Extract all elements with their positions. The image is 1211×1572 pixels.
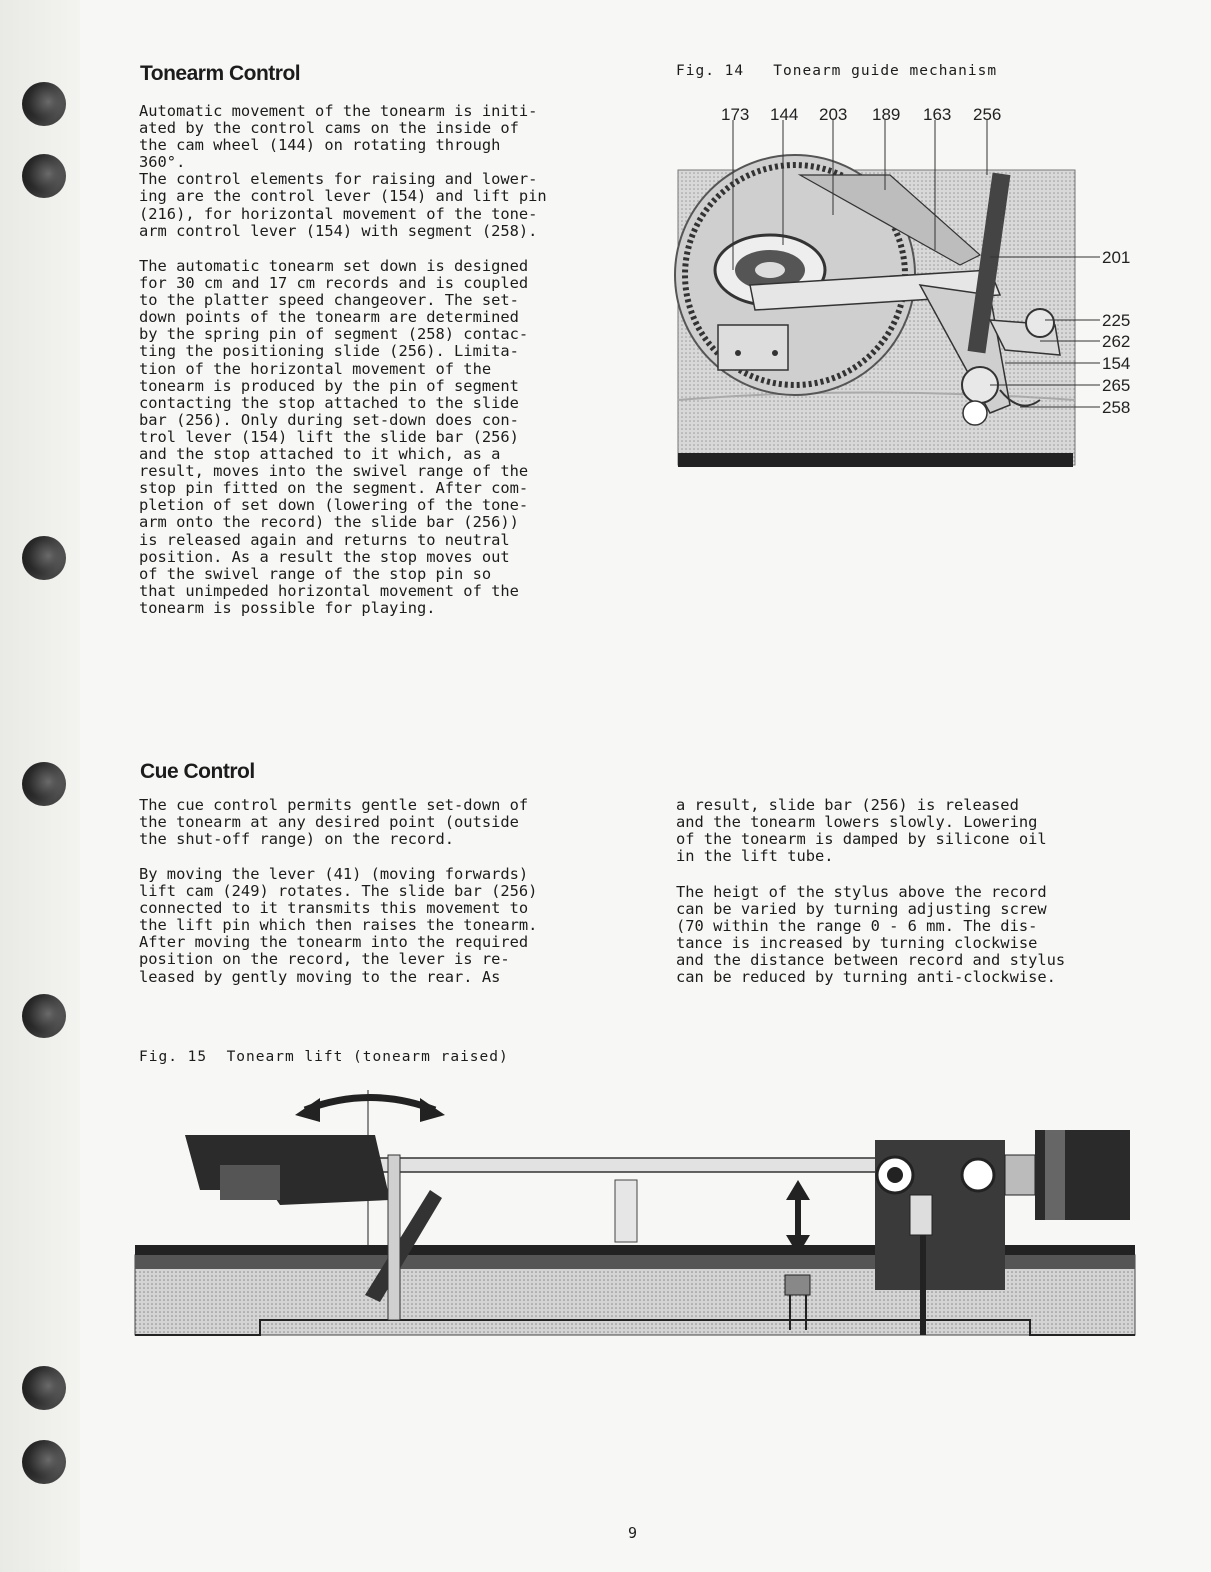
paragraph-set-down: The automatic tonearm set down is designed for 30 cm and 17 cm records and is coupled to the platter speed changeover. The set- down points of the tonearm are determined by the spring pin of segment (258) contac- ting the positioning slide (256). Limita- tion of the horizontal movement of the tonearm is produced by the pin of segment contacting the stop attached to the slide bar (256). Only during set-down does con- trol lever (154) lift the slide bar (256) and the stop attached to it which, as a result, moves into the swivel range of the stop pin fitted on the segment. After com- pletion of set down (lowering of the tone- arm onto the record) the slide bar (256)) is released again and returns to neutral position. As a result the stop moves out of the swivel range of the stop pin so that unimpeded horizontal movement of the tonearm is possible for playing. — [139, 257, 529, 617]
punch-hole — [22, 536, 66, 580]
fig15-tonearm-lift-diagram — [130, 1080, 1140, 1490]
paragraph-cue-intro: The cue control permits gentle set-down of the tonearm at any desired point (outside the shut-off range) on the record. — [139, 796, 529, 849]
fig14-label: 258 — [1102, 398, 1130, 417]
fig14-label: 163 — [923, 105, 952, 124]
fig14-label: 262 — [1102, 332, 1130, 351]
paragraph-automatic-movement: Automatic movement of the tonearm is initi- ated by the control cams on the inside of the cam wheel (144) on rotating through 360°. The control elements for raising and lower- ing are the control lever (154) and lift pin (216), for horizontal movement of the tone- arm control lever (154) with segment (258). — [139, 102, 547, 240]
fig15-caption: Fig. 15 Tonearm lift (tonearm raised) — [139, 1049, 509, 1065]
tonearm-tube — [340, 1158, 900, 1172]
fig14-label: 201 — [1102, 248, 1130, 267]
punch-hole — [22, 762, 66, 806]
fig14-label: 225 — [1102, 311, 1130, 330]
fig14-base-edge — [678, 453, 1073, 467]
fig14-label: 189 — [872, 105, 901, 124]
page-number: 9 — [628, 1524, 638, 1542]
punch-hole — [22, 1366, 66, 1410]
fig14-label: 203 — [819, 105, 848, 124]
heading-tonearm-control: Tonearm Control — [140, 62, 301, 85]
paragraph-cue-lever: By moving the lever (41) (moving forwards) lift cam (249) rotates. The slide bar (256) connected to it transmits this movement to the lift pin which then raises the tonearm. After moving the tonearm into the required position on the record, the lever is re- leased by gently moving to the rear. As — [139, 865, 538, 986]
swing-arrow — [305, 1098, 435, 1111]
headshell — [185, 1135, 390, 1205]
punch-hole — [22, 82, 66, 126]
paragraph-stylus-height: The heigt of the stylus above the record can be varied by turning adjusting screw (70 within the range 0 - 6 mm. The dis- tance is increased by turning clockwise and the distance between record and stylus can be reduced by turning anti-clockwise. — [676, 883, 1066, 987]
fig14-tonearm-guide-diagram — [660, 95, 1130, 475]
punch-hole — [22, 1440, 66, 1484]
punch-hole — [22, 154, 66, 198]
fig14-label: 265 — [1102, 376, 1130, 395]
paragraph-cue-release: a result, slide bar (256) is released and the tonearm lowers slowly. Lowering of the tonearm is damped by silicone oil in the lift tube. — [676, 796, 1047, 866]
fig14-label: 144 — [770, 105, 799, 124]
punch-hole — [22, 994, 66, 1038]
fig14-label: 173 — [721, 105, 750, 124]
fig14-label: 154 — [1102, 354, 1130, 373]
fig14-caption: Fig. 14 Tonearm guide mechanism — [676, 63, 998, 79]
fig14-label: 256 — [973, 105, 1002, 124]
heading-cue-control: Cue Control — [140, 760, 255, 783]
